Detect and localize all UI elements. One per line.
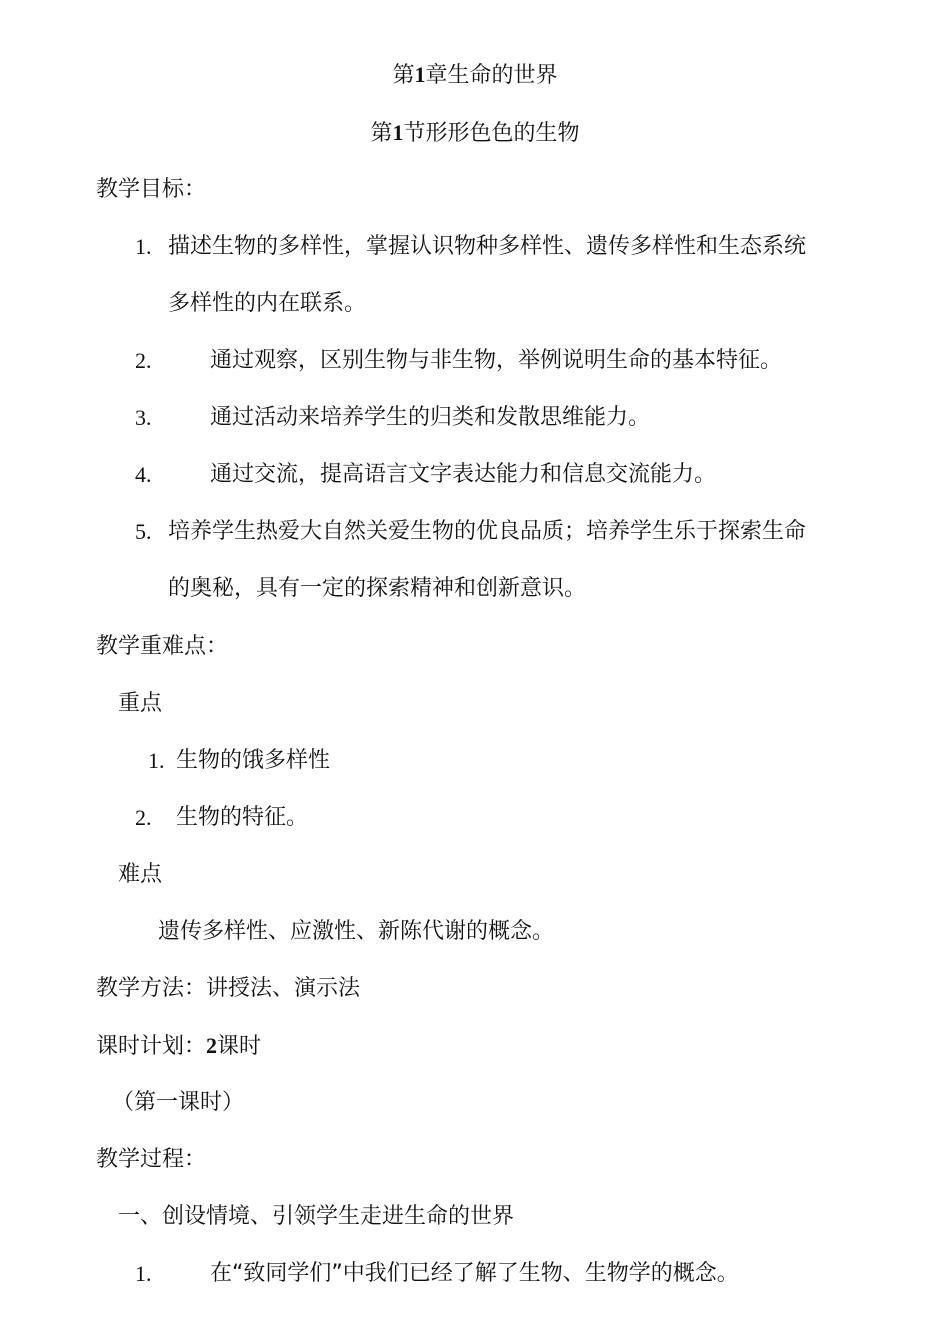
lesson-period: （第一课时） — [112, 1090, 245, 1115]
focus-1-num: 1. — [148, 748, 165, 773]
objective-1-num: 1. — [135, 234, 152, 259]
lesson-plan — [96, 1031, 261, 1062]
objective-5-line-1: 培养学生热爱大自然关爱生物的优良品质；培养学生乐于探索生命 — [168, 519, 807, 544]
chapter-title — [0, 60, 950, 91]
focus-2-text: 生物的特征。 — [176, 805, 309, 830]
process-item-1-num: 1. — [135, 1261, 152, 1286]
objective-2-text: 通过观察，区别生物与非生物，举例说明生命的基本特征。 — [210, 348, 783, 373]
objective-4-text: 通过交流，提高语言文字表达能力和信息交流能力。 — [210, 462, 717, 487]
focus-1-text: 生物的饿多样性 — [176, 748, 331, 773]
objective-5-num: 5. — [135, 519, 152, 544]
objective-3-text: 通过活动来培养学生的归类和发散思维能力。 — [210, 405, 651, 430]
focus-2-num: 2. — [135, 805, 152, 830]
objective-1-line-2: 多样性的内在联系。 — [168, 291, 367, 316]
section-title-pre: 第 — [370, 121, 393, 146]
process-part-1: 一、创设情境、引领学生走进生命的世界 — [118, 1204, 515, 1229]
lesson-plan-post: 课时 — [217, 1034, 262, 1059]
chapter-title-pre: 第 — [392, 63, 415, 88]
lesson-plan-num: 2 — [206, 1033, 218, 1058]
chapter-title-num: 1 — [414, 62, 426, 87]
key-points-heading: 教学重难点： — [96, 634, 229, 659]
difficulty-label: 难点 — [118, 862, 163, 887]
difficulty-text: 遗传多样性、应激性、新陈代谢的概念。 — [158, 919, 555, 944]
process-item-1-text: 在“致同学们”中我们已经了解了生物、生物学的概念。 — [210, 1261, 739, 1286]
objective-2-num: 2. — [135, 348, 152, 373]
objective-5-line-2: 的奥秘，具有一定的探索精神和创新意识。 — [168, 576, 587, 601]
objectives-heading: 教学目标： — [96, 177, 207, 202]
section-title — [0, 118, 950, 149]
chapter-title-post: 章生命的世界 — [425, 63, 558, 88]
objective-1-line-1: 描述生物的多样性，掌握认识物种多样性、遗传多样性和生态系统 — [168, 234, 807, 259]
lesson-plan-pre: 课时计划： — [96, 1034, 207, 1059]
objective-4-num: 4. — [135, 462, 152, 487]
teaching-method: 教学方法：讲授法、演示法 — [96, 976, 361, 1001]
section-title-num: 1 — [392, 120, 404, 145]
process-heading: 教学过程： — [96, 1147, 207, 1172]
section-title-post: 节形形色色的生物 — [403, 121, 580, 146]
objective-3-num: 3. — [135, 405, 152, 430]
focus-label: 重点 — [118, 691, 163, 716]
